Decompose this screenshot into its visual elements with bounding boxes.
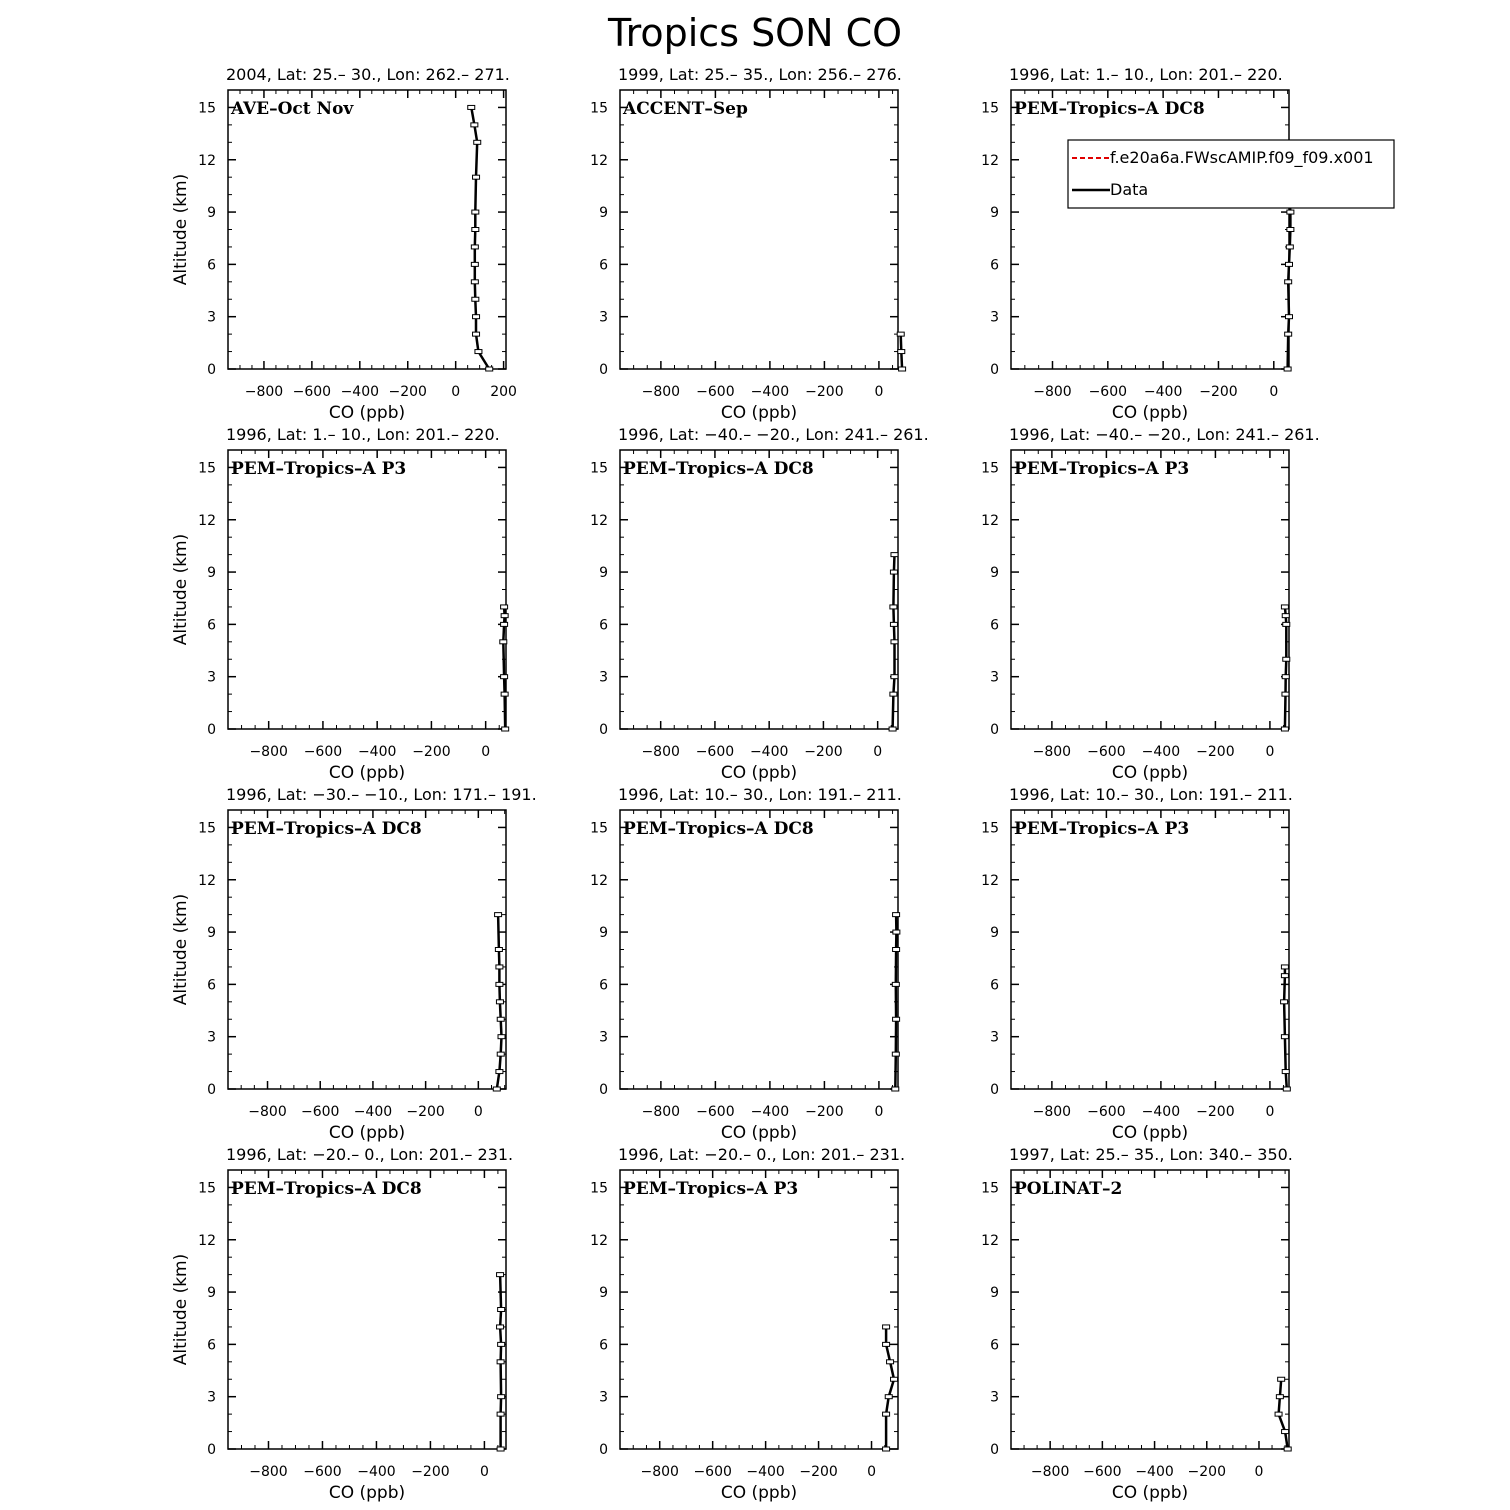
plot-frame bbox=[228, 810, 506, 1089]
y-tick-label: 3 bbox=[599, 1029, 608, 1046]
y-axis-label: Altitude (km) bbox=[171, 1253, 191, 1366]
campaign-label: PEM–Tropics–A DC8 bbox=[231, 1179, 422, 1199]
data-point bbox=[497, 1325, 504, 1329]
data-series-line bbox=[895, 915, 896, 1089]
panel-subtitle: 1996, Lat: −30.– −10., Lon: 171.– 191. bbox=[226, 785, 537, 804]
y-tick-label: 6 bbox=[207, 617, 216, 634]
data-point bbox=[496, 1070, 503, 1074]
data-point bbox=[890, 605, 897, 609]
data-point bbox=[1281, 974, 1288, 978]
x-tick-label: −200 bbox=[1196, 744, 1235, 760]
y-tick-label: 3 bbox=[990, 669, 999, 686]
y-tick-label: 3 bbox=[599, 309, 608, 326]
y-tick-label: 6 bbox=[599, 257, 608, 274]
y-tick-label: 15 bbox=[198, 100, 216, 117]
campaign-label: PEM–Tropics–A P3 bbox=[623, 1179, 799, 1199]
data-point bbox=[497, 1360, 504, 1364]
x-tick-label: −800 bbox=[641, 384, 681, 400]
data-point bbox=[471, 262, 478, 266]
data-point bbox=[892, 982, 899, 986]
x-tick-label: −600 bbox=[695, 744, 735, 760]
y-tick-label: 6 bbox=[207, 977, 216, 994]
panels bbox=[171, 65, 1320, 1503]
data-point bbox=[493, 1087, 500, 1091]
x-tick-label: −400 bbox=[746, 1464, 785, 1480]
panel-3 bbox=[981, 65, 1294, 423]
campaign-label: PEM–Tropics–A P3 bbox=[231, 459, 407, 479]
x-tick-label: −200 bbox=[411, 1464, 450, 1480]
x-tick-label: 0 bbox=[1254, 1464, 1264, 1480]
y-tick-label: 6 bbox=[990, 1337, 999, 1354]
data-point bbox=[1283, 657, 1290, 661]
data-point bbox=[1283, 622, 1290, 626]
x-tick-label: 0 bbox=[1269, 384, 1279, 400]
data-point bbox=[1282, 675, 1289, 679]
y-tick-label: 12 bbox=[198, 1232, 216, 1249]
data-point bbox=[474, 140, 481, 144]
panel-subtitle: 1997, Lat: 25.– 35., Lon: 340.– 350. bbox=[1009, 1145, 1293, 1164]
data-point bbox=[496, 965, 503, 969]
y-tick-label: 15 bbox=[981, 460, 999, 477]
data-point bbox=[497, 1412, 504, 1416]
y-tick-label: 3 bbox=[990, 1029, 999, 1046]
panel-subtitle: 1999, Lat: 25.– 35., Lon: 256.– 276. bbox=[618, 65, 902, 84]
y-tick-label: 0 bbox=[599, 1082, 608, 1098]
x-tick-label: −800 bbox=[1032, 744, 1072, 760]
panel-subtitle: 1996, Lat: 10.– 30., Lon: 191.– 211. bbox=[1009, 785, 1293, 804]
y-tick-label: 9 bbox=[599, 925, 608, 942]
data-point bbox=[1287, 210, 1294, 214]
data-point bbox=[501, 692, 508, 696]
y-tick-label: 6 bbox=[599, 1337, 608, 1354]
x-tick-label: −600 bbox=[1083, 1464, 1122, 1480]
y-axis-label: Altitude (km) bbox=[171, 893, 191, 1006]
data-point bbox=[497, 1447, 504, 1451]
y-tick-label: 6 bbox=[990, 617, 999, 634]
y-tick-label: 9 bbox=[990, 565, 999, 582]
y-tick-label: 0 bbox=[599, 722, 608, 738]
x-tick-label: −600 bbox=[696, 1104, 735, 1120]
x-tick-label: −200 bbox=[406, 1104, 445, 1120]
plot-frame bbox=[1011, 90, 1289, 369]
y-tick-label: 9 bbox=[207, 565, 216, 582]
data-point bbox=[1285, 280, 1292, 284]
y-tick-label: 12 bbox=[198, 872, 216, 889]
data-point bbox=[1284, 367, 1291, 371]
x-tick-label: −400 bbox=[1141, 744, 1181, 760]
panel-subtitle: 2004, Lat: 25.– 30., Lon: 262.– 271. bbox=[226, 65, 510, 84]
data-point bbox=[887, 1360, 894, 1364]
data-point bbox=[891, 640, 898, 644]
y-tick-label: 15 bbox=[981, 820, 999, 837]
legend bbox=[1068, 140, 1394, 208]
x-axis-label: CO (ppb) bbox=[720, 1483, 798, 1503]
data-point bbox=[883, 1412, 890, 1416]
plot-frame bbox=[1011, 450, 1289, 729]
y-tick-label: 12 bbox=[981, 152, 999, 169]
plot-frame bbox=[1011, 810, 1289, 1089]
y-tick-label: 0 bbox=[990, 362, 999, 378]
plot-frame bbox=[620, 90, 898, 369]
legend-model-label: f.e20a6a.FWscAMIP.f09_f09.x001 bbox=[1110, 148, 1374, 167]
data-point bbox=[893, 948, 900, 952]
data-point bbox=[1283, 1087, 1290, 1091]
data-point bbox=[898, 350, 905, 354]
x-tick-label: −200 bbox=[1196, 1104, 1235, 1120]
data-point bbox=[496, 1000, 503, 1004]
x-tick-label: 0 bbox=[1265, 744, 1275, 760]
x-tick-label: −600 bbox=[1087, 1104, 1126, 1120]
panel-subtitle: 1996, Lat: −20.– 0., Lon: 201.– 231. bbox=[618, 1145, 906, 1164]
y-tick-label: 9 bbox=[990, 205, 999, 222]
campaign-label: PEM–Tropics–A P3 bbox=[1014, 819, 1190, 839]
y-tick-label: 15 bbox=[981, 1180, 999, 1197]
data-point bbox=[1286, 245, 1293, 249]
panel-subtitle: 1996, Lat: −40.– −20., Lon: 241.– 261. bbox=[618, 425, 929, 444]
y-tick-label: 0 bbox=[207, 362, 216, 378]
y-tick-label: 12 bbox=[198, 512, 216, 529]
data-point bbox=[891, 675, 898, 679]
x-axis-label: CO (ppb) bbox=[328, 1483, 406, 1503]
data-point bbox=[893, 1017, 900, 1021]
campaign-label: POLINAT–2 bbox=[1014, 1179, 1123, 1199]
y-tick-label: 3 bbox=[207, 669, 216, 686]
y-tick-label: 9 bbox=[599, 565, 608, 582]
data-point bbox=[1282, 1070, 1289, 1074]
y-tick-label: 12 bbox=[590, 512, 608, 529]
y-tick-label: 15 bbox=[198, 820, 216, 837]
data-point bbox=[468, 105, 475, 109]
x-tick-label: −600 bbox=[1087, 744, 1126, 760]
data-point bbox=[472, 297, 479, 301]
campaign-label: PEM–Tropics–A P3 bbox=[1014, 459, 1190, 479]
data-point bbox=[890, 622, 897, 626]
x-tick-label: −800 bbox=[244, 384, 284, 400]
data-point bbox=[1282, 1430, 1289, 1434]
x-axis-label: CO (ppb) bbox=[720, 403, 798, 423]
data-point bbox=[889, 727, 896, 731]
y-tick-label: 9 bbox=[599, 205, 608, 222]
x-tick-label: −800 bbox=[249, 1464, 288, 1480]
y-tick-label: 3 bbox=[990, 309, 999, 326]
data-point bbox=[1281, 727, 1288, 731]
x-tick-label: −400 bbox=[353, 1104, 393, 1120]
data-point bbox=[1282, 614, 1289, 618]
y-tick-label: 0 bbox=[990, 722, 999, 738]
y-tick-label: 12 bbox=[981, 512, 999, 529]
x-axis-label: CO (ppb) bbox=[720, 1123, 798, 1143]
panel-subtitle: 1996, Lat: −40.– −20., Lon: 241.– 261. bbox=[1009, 425, 1320, 444]
x-tick-label: −600 bbox=[1088, 384, 1128, 400]
x-tick-label: −400 bbox=[1143, 384, 1183, 400]
data-point bbox=[883, 1447, 890, 1451]
data-point bbox=[890, 570, 897, 574]
panel-4 bbox=[171, 425, 509, 783]
data-point bbox=[471, 280, 478, 284]
y-axis-label: Altitude (km) bbox=[171, 533, 191, 646]
plot-frame bbox=[620, 1170, 898, 1449]
x-tick-label: −800 bbox=[249, 744, 288, 760]
data-point bbox=[1286, 262, 1293, 266]
x-tick-label: 0 bbox=[867, 1464, 876, 1480]
data-point bbox=[1281, 1035, 1288, 1039]
y-tick-label: 6 bbox=[599, 617, 608, 634]
y-tick-label: 15 bbox=[590, 460, 608, 477]
plot-frame bbox=[228, 90, 506, 369]
campaign-label: ACCENT–Sep bbox=[623, 99, 748, 119]
y-tick-label: 0 bbox=[207, 1082, 216, 1098]
data-point bbox=[501, 675, 508, 679]
y-tick-label: 9 bbox=[207, 205, 216, 222]
x-tick-label: −800 bbox=[1030, 1464, 1070, 1480]
x-tick-label: −800 bbox=[1032, 1104, 1072, 1120]
y-tick-label: 0 bbox=[599, 1442, 608, 1458]
plot-frame bbox=[620, 810, 898, 1089]
plot-frame bbox=[620, 450, 898, 729]
x-tick-label: 0 bbox=[873, 744, 883, 760]
data-point bbox=[1282, 692, 1289, 696]
y-tick-label: 0 bbox=[990, 1442, 999, 1458]
data-point bbox=[473, 332, 480, 336]
x-tick-label: −800 bbox=[641, 1104, 681, 1120]
figure-title: Tropics SON CO bbox=[607, 11, 903, 55]
data-point bbox=[475, 350, 482, 354]
panel-7 bbox=[171, 785, 537, 1143]
panel-11 bbox=[590, 1145, 905, 1503]
y-tick-label: 3 bbox=[207, 1029, 216, 1046]
y-tick-label: 0 bbox=[599, 362, 608, 378]
campaign-label: PEM–Tropics–A DC8 bbox=[1014, 99, 1205, 119]
x-tick-label: −600 bbox=[292, 384, 332, 400]
data-point bbox=[883, 1325, 890, 1329]
y-tick-label: 0 bbox=[207, 722, 216, 738]
campaign-label: PEM–Tropics–A DC8 bbox=[231, 819, 422, 839]
panel-2 bbox=[590, 65, 905, 423]
y-axis-label: Altitude (km) bbox=[171, 173, 191, 286]
x-tick-label: −200 bbox=[804, 744, 843, 760]
x-axis-label: CO (ppb) bbox=[720, 763, 798, 783]
data-point bbox=[1284, 1447, 1291, 1451]
y-tick-label: 15 bbox=[590, 100, 608, 117]
data-point bbox=[496, 982, 503, 986]
data-point bbox=[500, 640, 507, 644]
x-tick-label: −200 bbox=[805, 384, 844, 400]
y-tick-label: 9 bbox=[207, 925, 216, 942]
data-point bbox=[1286, 315, 1293, 319]
x-tick-label: −800 bbox=[1033, 384, 1072, 400]
y-tick-label: 15 bbox=[198, 1180, 216, 1197]
data-point bbox=[1287, 228, 1294, 232]
x-tick-label: −800 bbox=[640, 1464, 679, 1480]
x-tick-label: 0 bbox=[874, 384, 884, 400]
data-point bbox=[1276, 1395, 1283, 1399]
data-point bbox=[501, 605, 508, 609]
x-tick-label: −600 bbox=[303, 1464, 342, 1480]
panel-5 bbox=[590, 425, 929, 783]
x-tick-label: −400 bbox=[750, 1104, 790, 1120]
x-tick-label: 0 bbox=[479, 1464, 489, 1480]
x-tick-label: −400 bbox=[750, 384, 790, 400]
x-axis-label: CO (ppb) bbox=[328, 403, 406, 423]
data-point bbox=[472, 228, 479, 232]
campaign-label: PEM–Tropics–A DC8 bbox=[623, 459, 814, 479]
x-tick-label: 0 bbox=[473, 1104, 483, 1120]
x-tick-label: −400 bbox=[1141, 1104, 1181, 1120]
data-point bbox=[1281, 605, 1288, 609]
y-tick-label: 12 bbox=[590, 1232, 608, 1249]
y-tick-label: 3 bbox=[599, 669, 608, 686]
x-axis-label: CO (ppb) bbox=[328, 1123, 406, 1143]
y-tick-label: 9 bbox=[599, 1285, 608, 1302]
data-point bbox=[473, 175, 480, 179]
x-tick-label: −400 bbox=[357, 744, 397, 760]
data-point bbox=[501, 614, 508, 618]
data-point bbox=[1281, 965, 1288, 969]
data-point bbox=[892, 1087, 899, 1091]
data-point bbox=[899, 367, 906, 371]
y-tick-label: 0 bbox=[207, 1442, 216, 1458]
y-tick-label: 9 bbox=[207, 1285, 216, 1302]
data-series-line bbox=[471, 107, 489, 369]
panel-12 bbox=[981, 1145, 1293, 1503]
data-point bbox=[471, 123, 478, 127]
y-tick-label: 15 bbox=[590, 820, 608, 837]
y-tick-label: 3 bbox=[990, 1389, 999, 1406]
data-point bbox=[498, 1035, 505, 1039]
data-point bbox=[473, 315, 480, 319]
x-tick-label: −200 bbox=[805, 1104, 844, 1120]
y-tick-label: 6 bbox=[599, 977, 608, 994]
y-tick-label: 3 bbox=[599, 1389, 608, 1406]
plot-frame bbox=[1011, 1170, 1289, 1449]
panel-subtitle: 1996, Lat: 1.– 10., Lon: 201.– 220. bbox=[1009, 65, 1283, 84]
y-tick-label: 9 bbox=[990, 1285, 999, 1302]
data-point bbox=[497, 1017, 504, 1021]
y-tick-label: 0 bbox=[990, 1082, 999, 1098]
x-tick-label: −400 bbox=[749, 744, 789, 760]
y-tick-label: 12 bbox=[590, 872, 608, 889]
y-tick-label: 3 bbox=[207, 309, 216, 326]
panel-subtitle: 1996, Lat: 1.– 10., Lon: 201.– 220. bbox=[226, 425, 500, 444]
data-point bbox=[486, 367, 493, 371]
data-point bbox=[471, 245, 478, 249]
panel-9 bbox=[981, 785, 1293, 1143]
panel-10 bbox=[171, 1145, 513, 1503]
data-point bbox=[891, 1377, 898, 1381]
y-tick-label: 9 bbox=[990, 925, 999, 942]
campaign-label: PEM–Tropics–A DC8 bbox=[623, 819, 814, 839]
data-point bbox=[495, 948, 502, 952]
y-tick-label: 12 bbox=[981, 1232, 999, 1249]
x-tick-label: −800 bbox=[248, 1104, 287, 1120]
x-tick-label: −400 bbox=[340, 384, 380, 400]
x-tick-label: −200 bbox=[1187, 1464, 1227, 1480]
y-tick-label: 6 bbox=[990, 977, 999, 994]
x-axis-label: CO (ppb) bbox=[1111, 1483, 1189, 1503]
x-tick-label: 200 bbox=[490, 384, 517, 400]
data-point bbox=[883, 1342, 890, 1346]
x-axis-label: CO (ppb) bbox=[328, 763, 406, 783]
panel-1 bbox=[171, 65, 517, 423]
x-tick-label: −200 bbox=[388, 384, 427, 400]
x-tick-label: −200 bbox=[1199, 384, 1238, 400]
data-point bbox=[497, 1273, 504, 1277]
campaign-label: AVE–Oct Nov bbox=[231, 99, 354, 119]
x-tick-label: 0 bbox=[451, 384, 461, 400]
y-tick-label: 6 bbox=[207, 257, 216, 274]
x-tick-label: −200 bbox=[799, 1464, 838, 1480]
x-tick-label: −600 bbox=[301, 1104, 340, 1120]
y-tick-label: 12 bbox=[198, 152, 216, 169]
data-point bbox=[897, 332, 904, 336]
data-point bbox=[498, 1308, 505, 1312]
x-tick-label: 0 bbox=[874, 1104, 884, 1120]
y-tick-label: 12 bbox=[590, 152, 608, 169]
panel-subtitle: 1996, Lat: −20.– 0., Lon: 201.– 231. bbox=[226, 1145, 514, 1164]
y-tick-label: 6 bbox=[207, 1337, 216, 1354]
y-tick-label: 15 bbox=[981, 100, 999, 117]
data-point bbox=[497, 1052, 504, 1056]
panel-8 bbox=[590, 785, 902, 1143]
x-tick-label: −200 bbox=[412, 744, 451, 760]
y-tick-label: 15 bbox=[198, 460, 216, 477]
data-point bbox=[893, 913, 900, 917]
x-tick-label: −600 bbox=[303, 744, 343, 760]
x-tick-label: −400 bbox=[1135, 1464, 1174, 1480]
x-axis-label: CO (ppb) bbox=[1111, 763, 1189, 783]
plot-frame bbox=[228, 450, 506, 729]
x-tick-label: 0 bbox=[481, 744, 491, 760]
plot-frame bbox=[228, 1170, 506, 1449]
data-point bbox=[498, 1342, 505, 1346]
y-tick-label: 12 bbox=[981, 872, 999, 889]
data-point bbox=[893, 930, 900, 934]
data-point bbox=[885, 1395, 892, 1399]
x-axis-label: CO (ppb) bbox=[1111, 1123, 1189, 1143]
data-point bbox=[1285, 332, 1292, 336]
data-point bbox=[1278, 1377, 1285, 1381]
x-tick-label: −400 bbox=[357, 1464, 396, 1480]
data-point bbox=[472, 210, 479, 214]
x-axis-label: CO (ppb) bbox=[1111, 403, 1189, 423]
legend-data-label: Data bbox=[1110, 180, 1149, 199]
x-tick-label: −600 bbox=[696, 384, 735, 400]
panel-subtitle: 1996, Lat: 10.– 30., Lon: 191.– 211. bbox=[618, 785, 902, 804]
panel-6 bbox=[981, 425, 1320, 783]
x-tick-label: −800 bbox=[641, 744, 680, 760]
data-point bbox=[892, 1052, 899, 1056]
data-point bbox=[1275, 1412, 1282, 1416]
x-tick-label: −600 bbox=[693, 1464, 732, 1480]
data-point bbox=[890, 692, 897, 696]
x-tick-label: 0 bbox=[1265, 1104, 1275, 1120]
data-point bbox=[498, 1395, 505, 1399]
data-point bbox=[891, 553, 898, 557]
y-tick-label: 3 bbox=[207, 1389, 216, 1406]
data-point bbox=[495, 913, 502, 917]
data-point bbox=[501, 622, 508, 626]
data-point bbox=[1281, 1000, 1288, 1004]
data-point bbox=[502, 727, 509, 731]
y-tick-label: 6 bbox=[990, 257, 999, 274]
y-tick-label: 15 bbox=[590, 1180, 608, 1197]
